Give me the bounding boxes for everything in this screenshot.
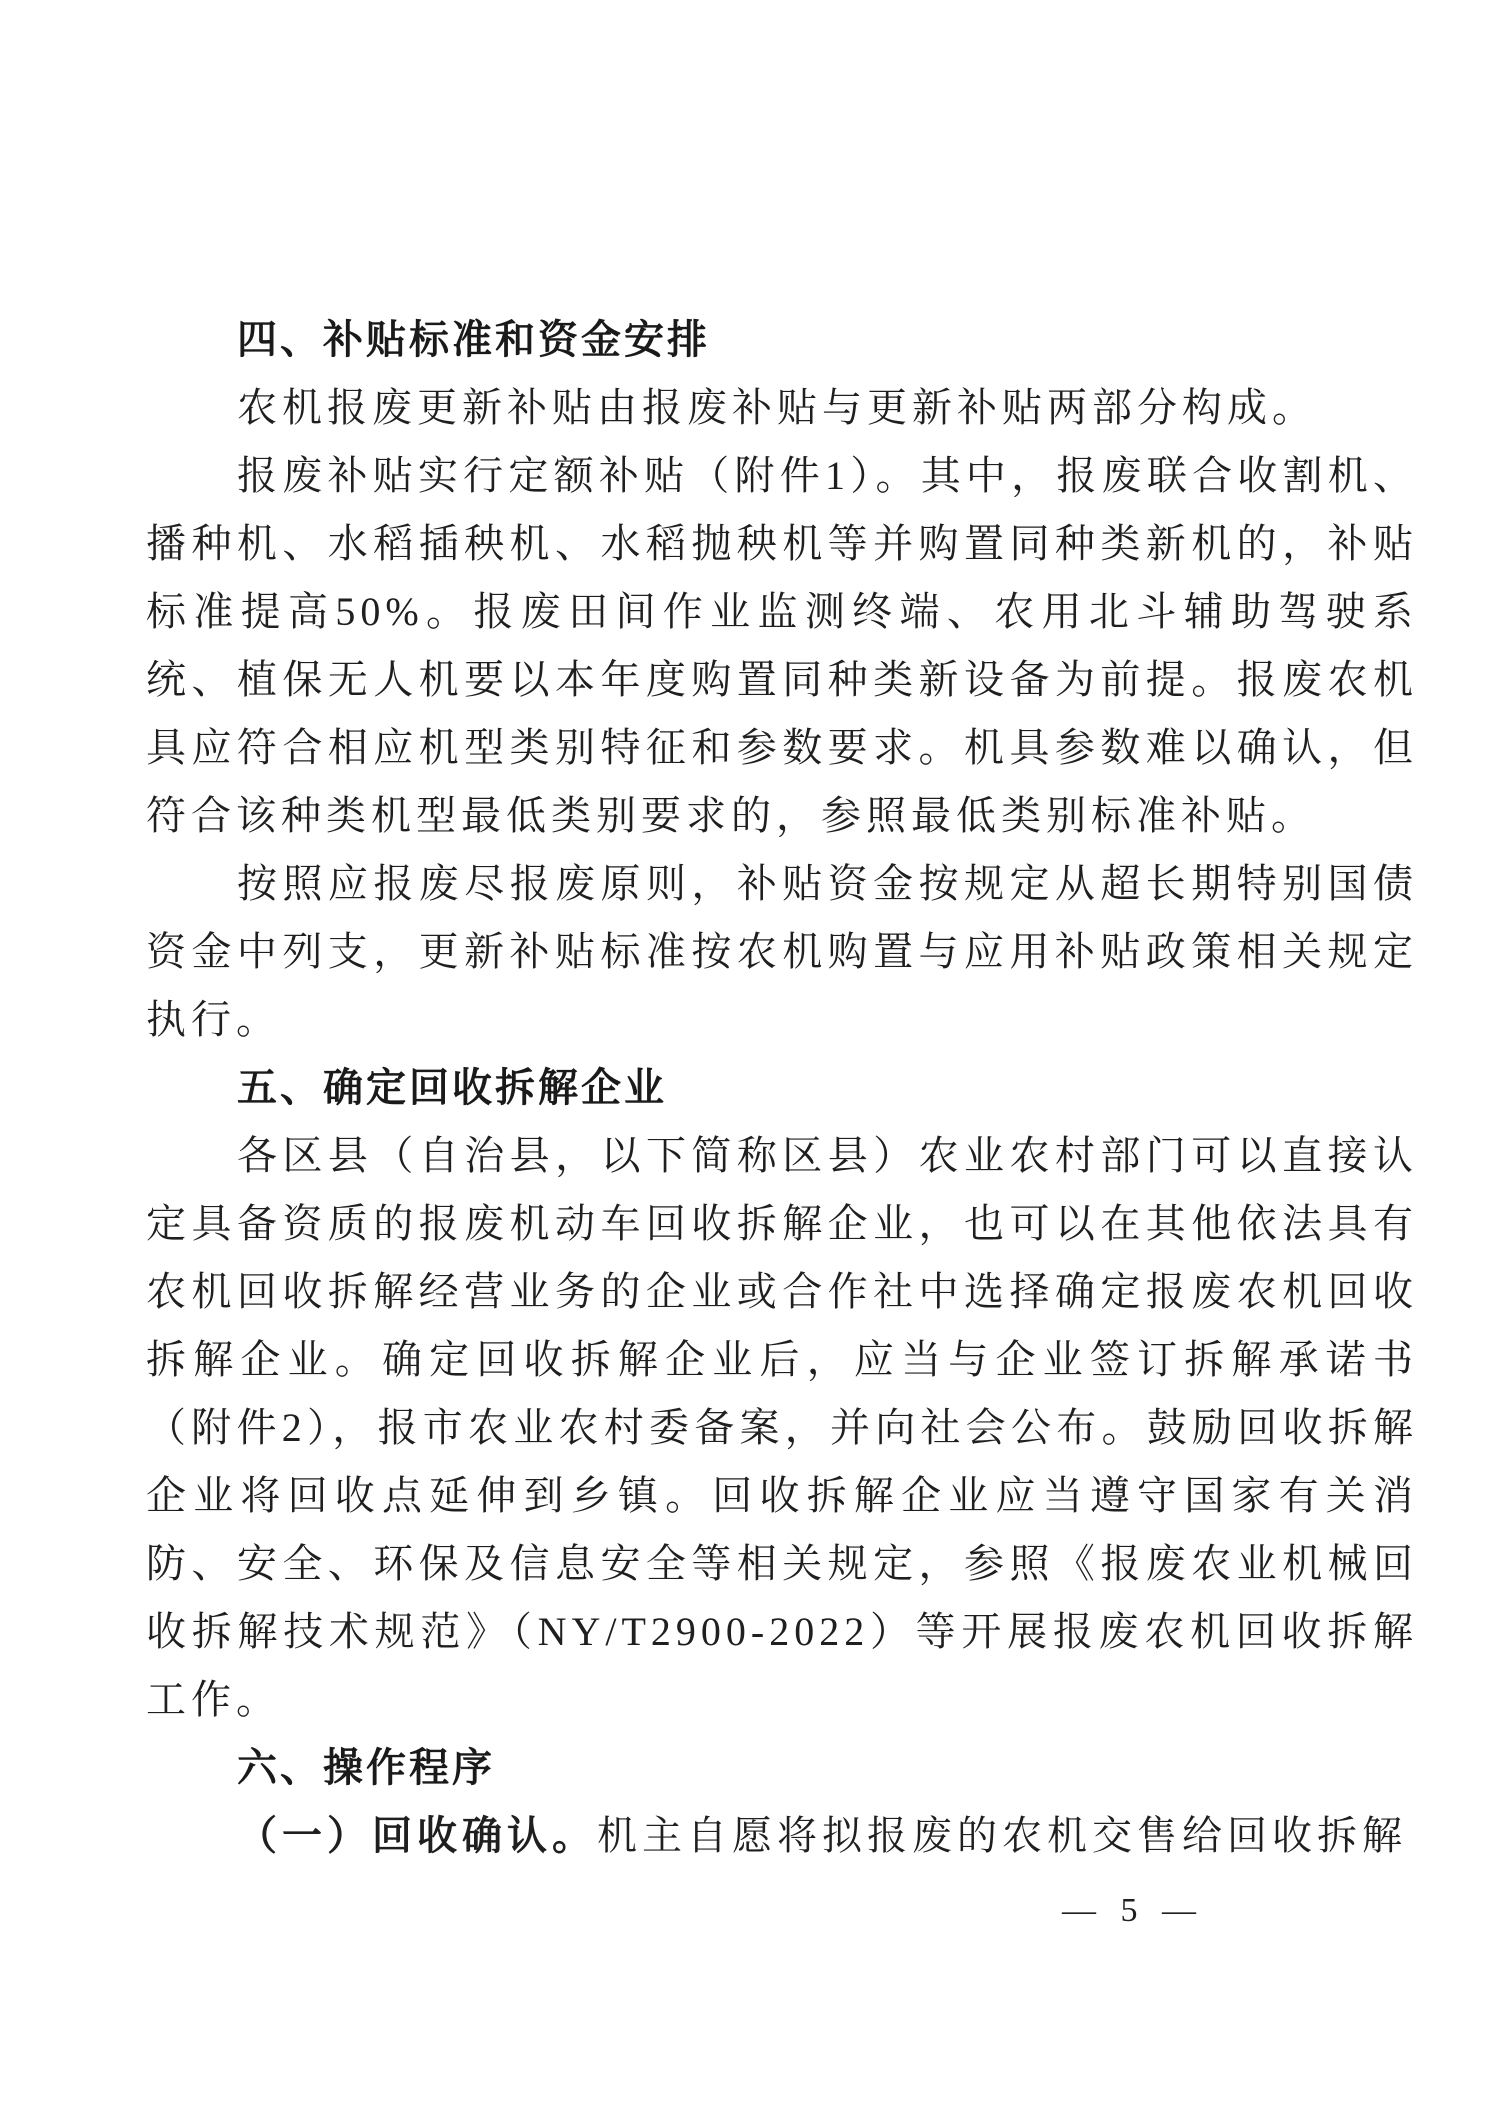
page-number: — 5 — — [1062, 1892, 1204, 1929]
paragraph-recycling-confirmation — [146, 1802, 1418, 1870]
paragraph-enterprise-determination: 各区县（自治县，以下简称区县）农业农村部门可以直接认定具备资质的报废机动车回收拆解企业，也可以在其他依法具有农机回收拆解经营业务的企业或合作社中选择确定报废农机回收拆解企业。确定回收拆解企业后，应当与企业签订拆解承诺书（附件2），报市农业农村委备案，并向社会公布。鼓励回收拆解企业将回收点延伸到乡镇。回收拆解企业应当遵守国家有关消防、安全、环保及信息安全等相关规定，参照《报废农业机械回收拆解技术规范》（NY/T2900-2022）等开展报废农机回收拆解工作。 — [146, 1133, 1418, 1722]
paragraph-funding-source: 按照应报废尽报废原则，补贴资金按规定从超长期特别国债资金中列支，更新补贴标准按农机购置与应用补贴政策相关规定执行。 — [146, 861, 1418, 1042]
document-body — [146, 306, 1418, 1870]
section-heading-6: 六、操作程序 — [237, 1746, 495, 1790]
section-heading-4: 四、补贴标准和资金安排 — [237, 318, 710, 362]
paragraph-lead-label: （一）回收确认。 — [237, 1814, 597, 1858]
paragraph-fixed-subsidy-rules: 报废补贴实行定额补贴（附件1）。其中，报废联合收割机、播种机、水稻插秧机、水稻抛秧机等并购置同种类新机的，补贴标准提高50%。报废田间作业监测终端、农用北斗辅助驾驶系统、植保无人机要以本年度购置同种类新设备为前提。报废农机具应符合相应机型类别特征和参数要求。机具参数难以确认，但符合该种类机型最低类别要求的，参照最低类别标准补贴。 — [146, 453, 1418, 838]
section-heading-5: 五、确定回收拆解企业 — [237, 1066, 667, 1110]
section-recycling-enterprises — [146, 1054, 1418, 1734]
section-operating-procedures — [146, 1734, 1418, 1870]
paragraph-lead-rest: 机主自愿将拟报废的农机交售给回收拆解 — [597, 1813, 1407, 1858]
section-subsidy-standards-and-funding — [146, 306, 1418, 1054]
paragraph-subsidy-composition: 农机报废更新补贴由报废补贴与更新补贴两部分构成。 — [237, 385, 1317, 430]
